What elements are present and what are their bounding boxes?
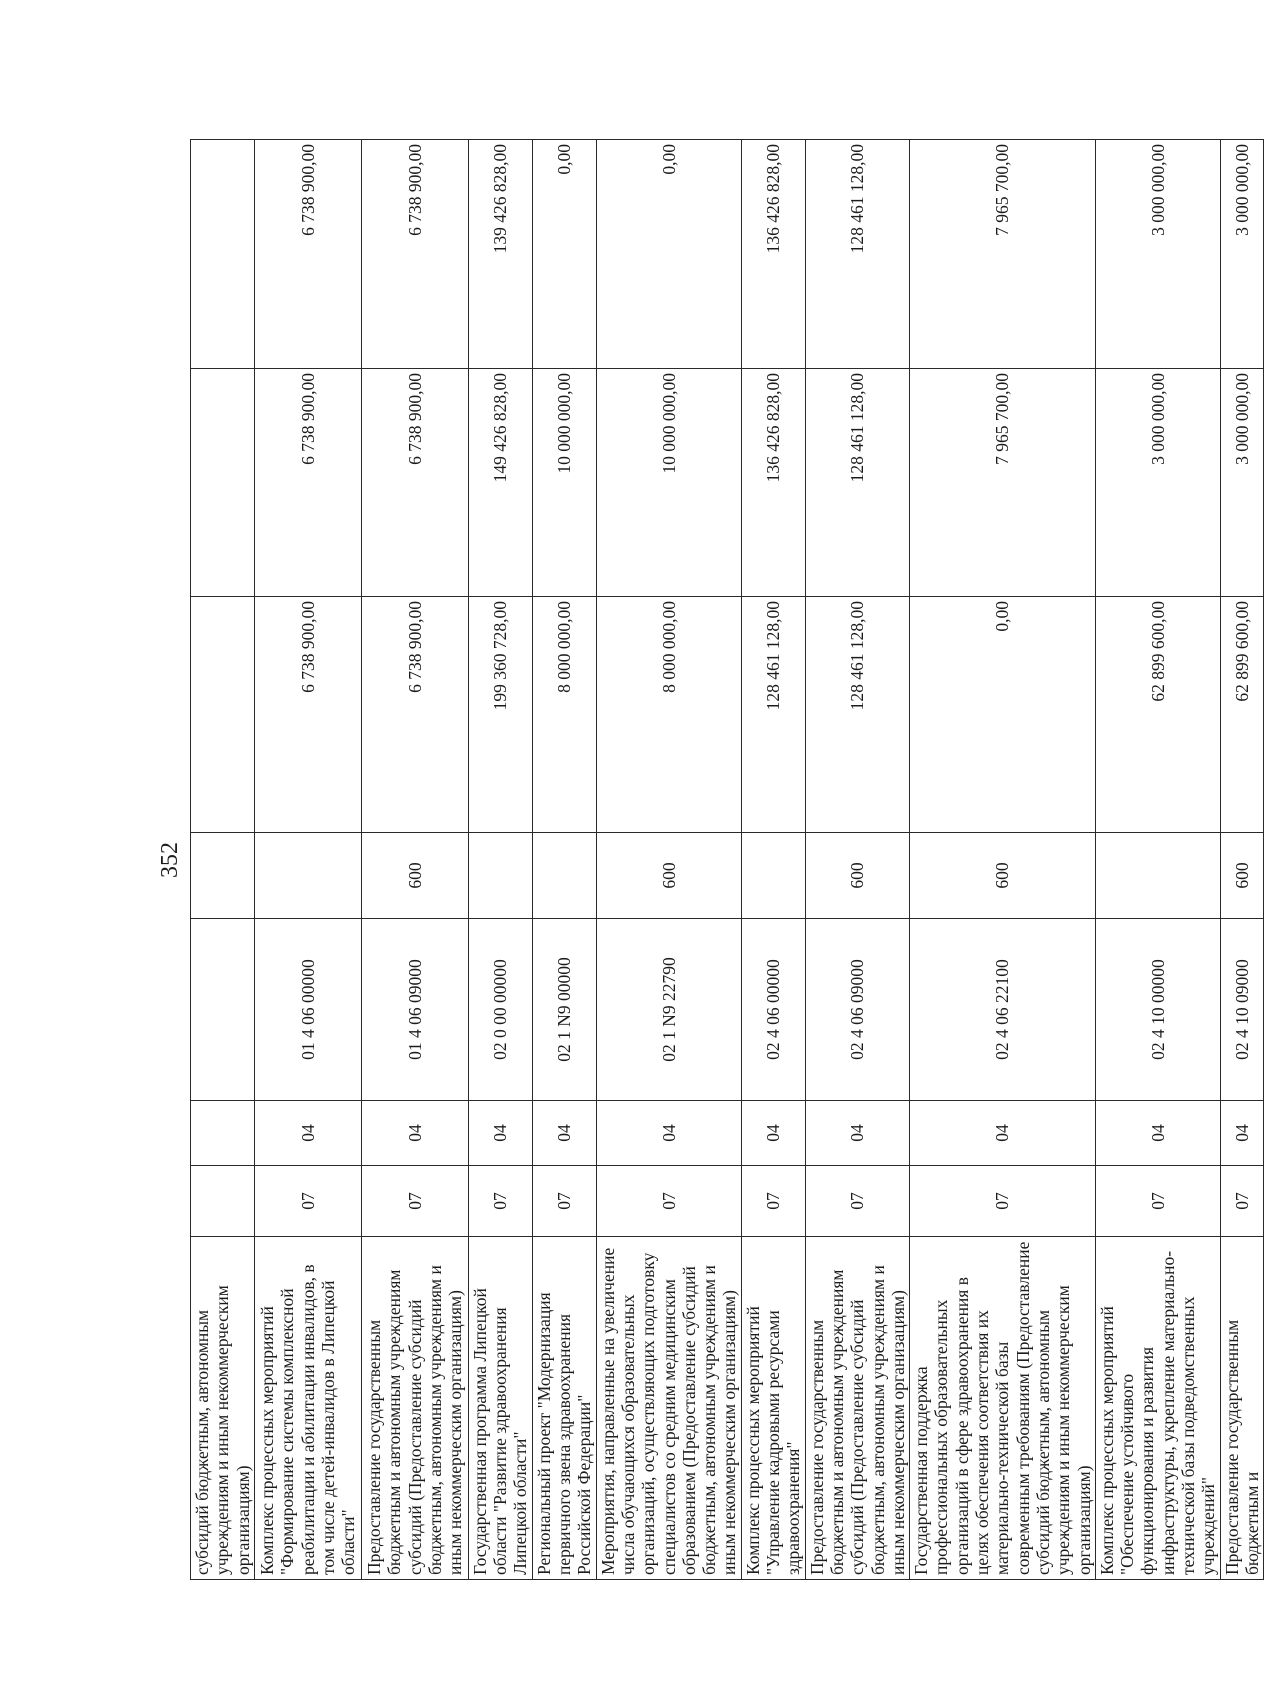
- expense-type-code: 600: [805, 833, 909, 919]
- table-row: [468, 140, 532, 1580]
- expense-type-code: [532, 833, 596, 919]
- row-name: Комплекс процессных мероприятий "Управление кадровыми ресурсами здравоохранения": [741, 1237, 805, 1580]
- amount-year-2: 6 738 900,00: [254, 369, 361, 597]
- amount-year-2: 149 426 828,00: [468, 369, 532, 597]
- razdel-code: 07: [910, 1166, 1096, 1237]
- amount-year-1: 6 738 900,00: [254, 597, 361, 833]
- table-row: [910, 140, 1096, 1580]
- expense-type-code: [741, 833, 805, 919]
- amount-year-1: 6 738 900,00: [361, 597, 468, 833]
- amount-year-3: 128 461 128,00: [805, 140, 909, 369]
- amount-year-2: [191, 369, 255, 597]
- amount-year-1: 0,00: [910, 597, 1096, 833]
- razdel-code: 07: [1095, 1166, 1220, 1237]
- podrazdel-code: 04: [361, 1101, 468, 1166]
- razdel-code: [191, 1166, 255, 1237]
- amount-year-3: 0,00: [532, 140, 596, 369]
- amount-year-2: 3 000 000,00: [1095, 369, 1220, 597]
- table-row: [596, 140, 741, 1580]
- table-row: [1095, 140, 1220, 1580]
- amount-year-3: 136 426 828,00: [741, 140, 805, 369]
- row-name: Комплекс процессных мероприятий "Обеспечение устойчивого функционирования и развития инфраструктуры, укрепление материально-технической базы подведомственных учреждений": [1095, 1237, 1220, 1580]
- amount-year-3: 0,00: [596, 140, 741, 369]
- amount-year-1: 8 000 000,00: [532, 597, 596, 833]
- razdel-code: 07: [361, 1166, 468, 1237]
- expense-type-code: [254, 833, 361, 919]
- target-article-code: 02 4 06 22100: [910, 919, 1096, 1101]
- amount-year-3: 3 000 000,00: [1095, 140, 1220, 369]
- podrazdel-code: 04: [1220, 1101, 1264, 1166]
- row-name: Предоставление государственным бюджетным и: [1220, 1237, 1264, 1580]
- amount-year-1: 8 000 000,00: [596, 597, 741, 833]
- expense-type-code: 600: [361, 833, 468, 919]
- razdel-code: 07: [805, 1166, 909, 1237]
- podrazdel-code: 04: [254, 1101, 361, 1166]
- razdel-code: 07: [254, 1166, 361, 1237]
- table-row: [1220, 140, 1264, 1580]
- amount-year-2: 6 738 900,00: [361, 369, 468, 597]
- podrazdel-code: 04: [741, 1101, 805, 1166]
- table-row: [805, 140, 909, 1580]
- podrazdel-code: 04: [596, 1101, 741, 1166]
- row-name: Государственная программа Липецкой области "Развитие здравоохранения Липецкой области": [468, 1237, 532, 1580]
- amount-year-2: 10 000 000,00: [596, 369, 741, 597]
- podrazdel-code: 04: [468, 1101, 532, 1166]
- amount-year-3: 7 965 700,00: [910, 140, 1096, 369]
- table-row: [741, 140, 805, 1580]
- amount-year-3: [191, 140, 255, 369]
- target-article-code: 01 4 06 09000: [361, 919, 468, 1101]
- expense-type-code: [1095, 833, 1220, 919]
- row-name: Государственная поддержка профессиональных образовательных организаций в сфере здравоохранения в целях обеспечения соответствия их материально-технической базы современным требованиям (Предоставление субсидий бюджетным, автономным учреждениям и иным некоммерческим организациям): [910, 1237, 1096, 1580]
- target-article-code: 02 0 00 00000: [468, 919, 532, 1101]
- table-row: [254, 140, 361, 1580]
- podrazdel-code: 04: [910, 1101, 1096, 1166]
- expense-type-code: [191, 833, 255, 919]
- amount-year-1: [191, 597, 255, 833]
- row-name: Предоставление государственным бюджетным и автономным учреждениям субсидий (Предоставление субсидий бюджетным, автономным учреждениям и иным некоммерческим организациям): [805, 1237, 909, 1580]
- target-article-code: 02 1 N9 00000: [532, 919, 596, 1101]
- razdel-code: 07: [596, 1166, 741, 1237]
- amount-year-2: 128 461 128,00: [805, 369, 909, 597]
- amount-year-1: 62 899 600,00: [1095, 597, 1220, 833]
- amount-year-3: 3 000 000,00: [1220, 140, 1264, 369]
- rotated-sheet: [145, 140, 1262, 1580]
- razdel-code: 07: [532, 1166, 596, 1237]
- target-article-code: 02 4 06 09000: [805, 919, 909, 1101]
- amount-year-1: 62 899 600,00: [1220, 597, 1264, 833]
- target-article-code: 02 4 06 00000: [741, 919, 805, 1101]
- table-body: [191, 140, 1264, 1580]
- amount-year-1: 199 360 728,00: [468, 597, 532, 833]
- expense-type-code: 600: [910, 833, 1096, 919]
- amount-year-2: 3 000 000,00: [1220, 369, 1264, 597]
- podrazdel-code: 04: [1095, 1101, 1220, 1166]
- expense-type-code: 600: [1220, 833, 1264, 919]
- amount-year-3: 6 738 900,00: [254, 140, 361, 369]
- amount-year-2: 10 000 000,00: [532, 369, 596, 597]
- expense-type-code: [468, 833, 532, 919]
- page-number: 352: [157, 842, 183, 878]
- target-article-code: 01 4 06 00000: [254, 919, 361, 1101]
- row-name: субсидий бюджетным, автономным учреждениям и иным некоммерческим организациям): [191, 1237, 255, 1580]
- target-article-code: 02 1 N9 22790: [596, 919, 741, 1101]
- amount-year-3: 139 426 828,00: [468, 140, 532, 369]
- podrazdel-code: 04: [805, 1101, 909, 1166]
- razdel-code: 07: [741, 1166, 805, 1237]
- target-article-code: 02 4 10 00000: [1095, 919, 1220, 1101]
- expense-type-code: 600: [596, 833, 741, 919]
- table-row: [191, 140, 255, 1580]
- row-name: Предоставление государственным бюджетным и автономным учреждениям субсидий (Предоставление субсидий бюджетным, автономным учреждениям и иным некоммерческим организациям): [361, 1237, 468, 1580]
- podrazdel-code: [191, 1101, 255, 1166]
- razdel-code: 07: [1220, 1166, 1264, 1237]
- table-row: [532, 140, 596, 1580]
- table-row: [361, 140, 468, 1580]
- target-article-code: 02 4 10 09000: [1220, 919, 1264, 1101]
- amount-year-2: 7 965 700,00: [910, 369, 1096, 597]
- row-name: Мероприятия, направленные на увеличение числа обучающихся образовательных организаций, осуществляющих подготовку специалистов со средним медицинским образованием (Предоставление субсидий бюджетным, автономным учреждениям и иным некоммерческим организациям): [596, 1237, 741, 1580]
- row-name: Региональный проект "Модернизация первичного звена здравоохранения Российской Федерации": [532, 1237, 596, 1580]
- amount-year-1: 128 461 128,00: [741, 597, 805, 833]
- amount-year-2: 136 426 828,00: [741, 369, 805, 597]
- amount-year-1: 128 461 128,00: [805, 597, 909, 833]
- budget-table: [190, 139, 1264, 1580]
- row-name: Комплекс процессных мероприятий "Формирование системы комплексной реабилитации и абилитации инвалидов, в том числе детей-инвалидов в Липецкой области": [254, 1237, 361, 1580]
- amount-year-3: 6 738 900,00: [361, 140, 468, 369]
- podrazdel-code: 04: [532, 1101, 596, 1166]
- razdel-code: 07: [468, 1166, 532, 1237]
- target-article-code: [191, 919, 255, 1101]
